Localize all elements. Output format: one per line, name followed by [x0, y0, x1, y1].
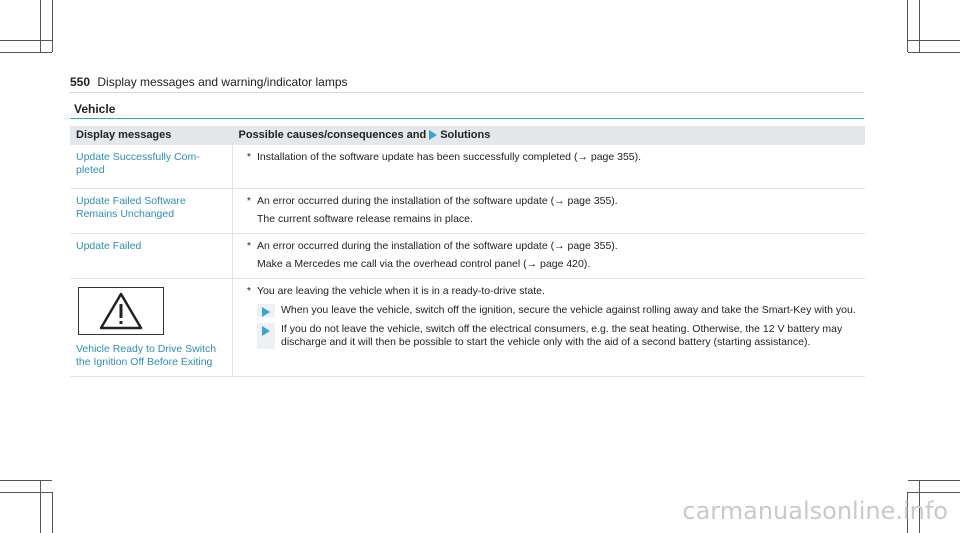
solution-arrow-icon [429, 130, 437, 140]
solution-arrow-icon [262, 307, 270, 317]
cause-note: Make a Mercedes me call via the overhead control panel (→ page 420). [257, 258, 591, 270]
description-cell [233, 234, 866, 279]
display-messages-table [70, 126, 865, 377]
column-header-messages: Display messages [70, 126, 233, 145]
crop-mark [0, 492, 52, 493]
cause-note: The current software release remains in place. [257, 213, 473, 225]
solution-text: If you do not leave the vehicle, switch off the electrical consumers, e.g. the seat heating. Otherwise, the 12 V battery may discharge and it will then be possible to start the vehicle only with the aid of a second battery (starting assistance). [281, 323, 843, 348]
bullet-icon: * [246, 285, 251, 297]
description-cell [233, 189, 866, 234]
message-cell: Update Failed Software Remains Unchanged [70, 189, 233, 234]
message-cell: Update Successfully Com-pleted [70, 145, 233, 189]
solution-step [257, 304, 859, 317]
page-header-title: Display messages and warning/indicator lamps [97, 75, 348, 89]
message-cell: Update Failed [70, 234, 233, 279]
crop-mark [919, 0, 920, 52]
crop-mark [0, 480, 52, 481]
bullet-icon: * [246, 151, 251, 163]
table-row [70, 145, 865, 189]
cause-item [239, 195, 859, 208]
table-row [70, 234, 865, 279]
description-cell [233, 145, 866, 189]
cause-text: An error occurred during the installation of the software update (→ page 355). [257, 240, 618, 252]
column-header-solutions-label: Solutions [440, 129, 491, 141]
warning-triangle-icon [78, 287, 164, 335]
crop-mark [908, 40, 960, 41]
crop-mark [40, 0, 41, 52]
solution-text: When you leave the vehicle, switch off the ignition, secure the vehicle against rolling away and take the Smart-Key with you. [281, 304, 856, 316]
header-divider [70, 92, 864, 93]
message-text: Vehicle Ready to Drive Switch the Ignition Off Before Exiting [76, 343, 217, 368]
crop-mark [52, 0, 53, 52]
crop-mark [0, 40, 52, 41]
cause-item [239, 285, 859, 298]
solution-step [257, 323, 859, 349]
cause-text: An error occurred during the installation of the software update (→ page 355). [257, 195, 618, 207]
section-title: Vehicle [74, 102, 116, 116]
page-number: 550 [70, 75, 91, 89]
column-header-solutions [233, 126, 866, 145]
solution-arrow-icon [262, 326, 270, 336]
crop-mark [908, 480, 960, 481]
table-row [70, 279, 865, 377]
bullet-icon: * [246, 240, 251, 252]
crop-mark [0, 52, 52, 53]
section-divider [70, 118, 864, 119]
cause-text: Installation of the software update has been successfully completed (→ page 355). [257, 151, 642, 163]
crop-mark [908, 492, 960, 493]
bullet-icon: * [246, 195, 251, 207]
crop-mark [908, 52, 960, 53]
crop-mark [40, 480, 41, 533]
table-header-row [70, 126, 865, 145]
cause-item [239, 240, 859, 253]
cause-text: You are leaving the vehicle when it is in a ready-to-drive state. [257, 285, 545, 297]
watermark: carmanualsonline.info [682, 497, 948, 525]
cause-item [239, 151, 859, 164]
page-header [70, 75, 348, 89]
description-cell [233, 279, 866, 377]
table-row [70, 189, 865, 234]
crop-mark [907, 0, 908, 52]
message-cell [70, 279, 233, 377]
column-header-causes: Possible causes/consequences and [238, 129, 427, 141]
crop-mark [52, 492, 53, 533]
